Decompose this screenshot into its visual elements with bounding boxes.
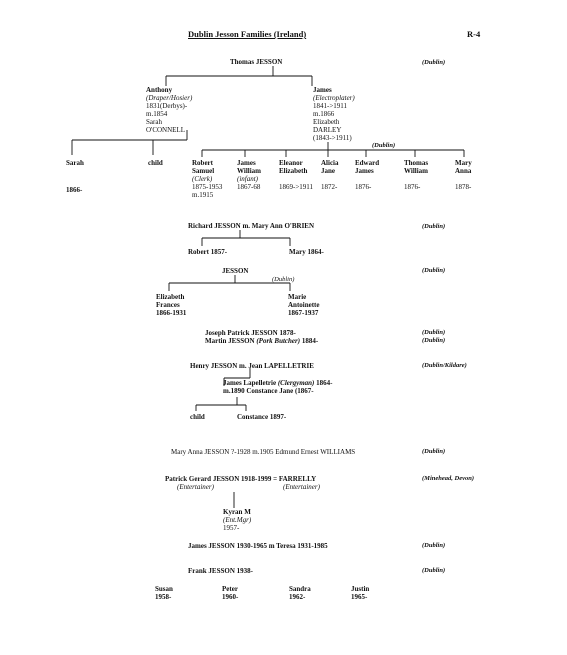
child-name: Eleanor: [279, 159, 303, 167]
child-name: Alicia: [321, 159, 339, 167]
james-marriage: m.1890 Constance Jane (1867-: [223, 387, 314, 395]
child-dates: 1869->1911: [279, 183, 314, 191]
child-name: Elizabeth: [156, 293, 185, 301]
child-marie-antoinette: [288, 293, 320, 317]
child-dates: 1872-: [321, 183, 338, 191]
child-name: Antoinette: [288, 301, 320, 309]
child-name: James: [355, 167, 374, 175]
child-sarah: [66, 159, 84, 167]
thomas-jesson: Thomas JESSON: [230, 58, 283, 66]
child-name: Sarah: [66, 159, 84, 167]
child-james-william: [237, 159, 261, 191]
location-label: (Dublin): [372, 142, 396, 149]
child-name: William: [237, 167, 261, 175]
henry-jesson: Henry JESSON m. Jean LAPELLETRIE: [190, 362, 314, 370]
child-name: Mary: [455, 159, 472, 167]
child-marriage: m.1915: [192, 191, 214, 199]
child-justin: Justin 1965-: [351, 585, 370, 601]
child-name: James: [237, 159, 256, 167]
child-peter: Peter 1960-: [222, 585, 239, 601]
child-alicia-jane: [321, 159, 339, 191]
james-spouse-last: DARLEY: [313, 126, 342, 134]
child-dates: 1866-: [66, 186, 83, 194]
james-dates: 1841->1911: [313, 102, 348, 110]
child-robert-samuel: [192, 159, 222, 199]
child-thomas-william: [404, 159, 428, 191]
location-label: (Dublin): [422, 59, 446, 66]
child-name: Frances: [156, 301, 180, 309]
location-label: (Dublin): [422, 337, 446, 344]
child-name: Samuel: [192, 167, 215, 175]
child-name: Robert: [192, 159, 213, 167]
child-name: William: [404, 167, 428, 175]
frank-jesson: Frank JESSON 1938-: [188, 567, 253, 575]
james-spouse-first: Elizabeth: [313, 118, 340, 126]
james-occupation: (Electroplater): [313, 94, 355, 102]
location-label: (Dublin): [422, 329, 446, 336]
child-unnamed: child: [190, 413, 205, 421]
child-name: Marie: [288, 293, 307, 301]
anthony-marriage: m.1854: [146, 110, 168, 118]
anthony-spouse-last: O'CONNELL: [146, 126, 185, 134]
page-code: R-4: [467, 29, 481, 39]
location-label: (Minehead, Devon): [422, 475, 474, 482]
child-unnamed: child: [148, 159, 163, 167]
page-title: Dublin Jesson Families (Ireland): [188, 29, 307, 39]
child-robert: Robert 1857-: [188, 248, 228, 256]
patrick-gerard-jesson: Patrick Gerard JESSON 1918-1999 = FARRELLY: [165, 475, 317, 483]
anthony-spouse-first: Sarah: [146, 118, 162, 126]
occupation-label: (Entertainer): [283, 483, 320, 491]
mary-anna-jesson: Mary Anna JESSON ?-1928 m.1905 Edmund Ernest WILLIAMS: [171, 448, 356, 456]
anthony-birth: 1831(Derbys)-: [146, 102, 188, 110]
anthony-entry: [146, 86, 192, 134]
child-dates: 1866-1931: [156, 309, 187, 317]
child-dates: 1878-: [455, 183, 472, 191]
richard-jesson: Richard JESSON m. Mary Ann O'BRIEN: [188, 222, 315, 230]
child-dates: 1875-1953: [192, 183, 223, 191]
location-label: (Dublin): [422, 223, 446, 230]
location-label: (Dublin/Kildare): [422, 362, 467, 369]
james-lapelletrie: James Lapelletrie (Clergyman) 1864-: [223, 379, 333, 387]
location-label: (Dublin): [272, 276, 295, 283]
joseph-patrick-jesson: Joseph Patrick JESSON 1878-: [205, 329, 296, 337]
location-label: (Dublin): [422, 542, 446, 549]
child-note: (infant): [237, 175, 258, 183]
child-dates: 1876-: [404, 183, 421, 191]
child-elizabeth-frances: [156, 293, 186, 317]
child-name: Jane: [321, 167, 335, 175]
child-dates: 1867-1937: [288, 309, 319, 317]
child-occupation: (Clerk): [192, 175, 213, 183]
child-name: Anna: [455, 167, 472, 175]
martin-jesson: Martin JESSON (Pork Butcher) 1884-: [205, 337, 319, 345]
child-constance: Constance 1897-: [237, 413, 287, 421]
child-mary-anna: [455, 159, 472, 191]
james-jesson: James JESSON 1930-1965 m Teresa 1931-1985: [188, 542, 328, 550]
anthony-occupation: (Draper/Hosier): [146, 94, 193, 102]
child-kyran: Kyran M (Ent.Mgr) 1957-: [223, 508, 252, 532]
child-name: Edward: [355, 159, 380, 167]
james-spouse-dates: (1843->1911): [313, 134, 352, 142]
location-label: (Dublin): [422, 267, 446, 274]
child-dates: 1867-68: [237, 183, 261, 191]
child-eleanor-elizabeth: [279, 159, 313, 191]
james-marriage: m.1866: [313, 110, 335, 118]
anthony-name: Anthony: [146, 86, 173, 94]
child-dates: 1876-: [355, 183, 372, 191]
child-mary: Mary 1864-: [289, 248, 324, 256]
location-label: (Dublin): [422, 448, 446, 455]
child-name: Elizabeth: [279, 167, 308, 175]
james-name: James: [313, 86, 332, 94]
child-susan: Susan 1958-: [155, 585, 173, 601]
location-label: (Dublin): [422, 567, 446, 574]
child-sandra: Sandra 1962-: [289, 585, 311, 601]
child-name: Thomas: [404, 159, 429, 167]
child-edward-james: [355, 159, 379, 191]
james-entry: [313, 86, 355, 142]
jesson-family: JESSON: [222, 267, 249, 275]
occupation-label: (Entertainer): [177, 483, 214, 491]
